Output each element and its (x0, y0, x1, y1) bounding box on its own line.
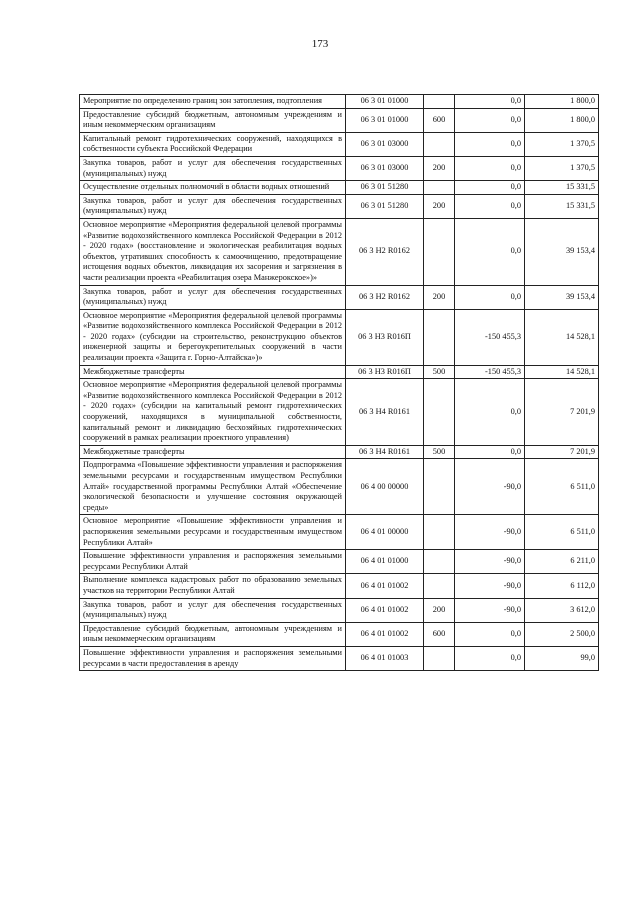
row-total-cell: 6 511,0 (525, 459, 599, 515)
row-total-cell: 14 528,1 (525, 365, 599, 379)
row-change-cell: 0,0 (455, 445, 525, 459)
row-name-cell: Повышение эффективности управления и распоряжения земельными ресурсами Республики Алтай (80, 550, 346, 574)
row-type-cell (424, 646, 455, 670)
row-type-cell (424, 379, 455, 446)
row-total-cell: 39 153,4 (525, 285, 599, 309)
budget-table-body (80, 95, 599, 671)
table-row (80, 574, 599, 598)
row-code-cell: 06 3 01 01000 (346, 108, 424, 132)
row-name-cell: Основное мероприятие «Мероприятия федеральной целевой программы «Развитие водохозяйственного комплекса Российской Федерации в 2012 - 2020 годах» (субсидии на строительство, реконструкцию объектов инженерной защиты и берегоукрепительных сооружений в части реализации проекта «Защита г. Горно-Алтайска»)» (80, 309, 346, 365)
row-total-cell: 6 211,0 (525, 550, 599, 574)
row-change-cell: -90,0 (455, 459, 525, 515)
row-name-cell: Предоставление субсидий бюджетным, автономным учреждениям и иным некоммерческим организациям (80, 622, 346, 646)
row-change-cell: 0,0 (455, 218, 525, 285)
row-name-cell: Закупка товаров, работ и услуг для обеспечения государственных (муниципальных) нужд (80, 194, 346, 218)
row-type-cell (424, 132, 455, 156)
table-row (80, 95, 599, 109)
row-type-cell: 500 (424, 365, 455, 379)
table-row (80, 459, 599, 515)
row-name-cell: Предоставление субсидий бюджетным, автономным учреждениям и иным некоммерческим организациям (80, 108, 346, 132)
row-change-cell: -90,0 (455, 515, 525, 550)
table-row (80, 132, 599, 156)
row-change-cell: 0,0 (455, 379, 525, 446)
row-total-cell: 15 331,5 (525, 181, 599, 195)
row-name-cell: Межбюджетные трансферты (80, 445, 346, 459)
row-name-cell: Мероприятие по определению границ зон затопления, подтопления (80, 95, 346, 109)
table-row (80, 598, 599, 622)
row-name-cell: Основное мероприятие «Мероприятия федеральной целевой программы «Развитие водохозяйственного комплекса Российской Федерации в 2012 - 2020 годах» (субсидии на капитальный ремонт гидротехнических сооружений, находящихся в муниципальной собственности, капитальный ремонт и ликвидацию бесхозяйных гидротехнических сооружений в рамках реализации проектного управления) (80, 379, 346, 446)
table-row (80, 445, 599, 459)
row-total-cell: 1 370,5 (525, 132, 599, 156)
row-total-cell: 14 528,1 (525, 309, 599, 365)
row-code-cell: 06 4 00 00000 (346, 459, 424, 515)
row-change-cell: 0,0 (455, 285, 525, 309)
row-total-cell: 99,0 (525, 646, 599, 670)
row-total-cell: 39 153,4 (525, 218, 599, 285)
row-type-cell: 200 (424, 156, 455, 180)
row-name-cell: Повышение эффективности управления и распоряжения земельными ресурсами в части предоставления в аренду (80, 646, 346, 670)
row-type-cell (424, 218, 455, 285)
row-code-cell: 06 3 01 03000 (346, 156, 424, 180)
table-row (80, 646, 599, 670)
row-type-cell (424, 459, 455, 515)
row-change-cell: 0,0 (455, 132, 525, 156)
table-row (80, 194, 599, 218)
table-row (80, 181, 599, 195)
page-number: 173 (311, 38, 329, 50)
row-name-cell: Закупка товаров, работ и услуг для обеспечения государственных (муниципальных) нужд (80, 598, 346, 622)
table-row (80, 218, 599, 285)
row-code-cell: 06 3 Н2 R0162 (346, 218, 424, 285)
table-row (80, 365, 599, 379)
table-row (80, 309, 599, 365)
row-type-cell: 600 (424, 108, 455, 132)
row-code-cell: 06 3 Н3 R016П (346, 309, 424, 365)
row-code-cell: 06 4 01 01002 (346, 574, 424, 598)
table-row (80, 515, 599, 550)
row-change-cell: -150 455,3 (455, 309, 525, 365)
row-total-cell: 7 201,9 (525, 379, 599, 446)
row-change-cell: -90,0 (455, 550, 525, 574)
row-type-cell: 200 (424, 598, 455, 622)
row-total-cell: 2 500,0 (525, 622, 599, 646)
table-row (80, 622, 599, 646)
row-type-cell (424, 309, 455, 365)
row-code-cell: 06 4 01 01002 (346, 598, 424, 622)
row-type-cell (424, 95, 455, 109)
row-total-cell: 15 331,5 (525, 194, 599, 218)
row-change-cell: 0,0 (455, 181, 525, 195)
row-name-cell: Подпрограмма «Повышение эффективности управления и распоряжения земельными ресурсами и государственным имуществом Республики Алтай» государственной программы Республики Алтай «Обеспечение экологической безопасности и улучшение состояния окружающей среды» (80, 459, 346, 515)
row-code-cell: 06 4 01 01003 (346, 646, 424, 670)
row-change-cell: -90,0 (455, 574, 525, 598)
row-name-cell: Осуществление отдельных полномочий в области водных отношений (80, 181, 346, 195)
row-type-cell: 600 (424, 622, 455, 646)
row-total-cell: 1 800,0 (525, 108, 599, 132)
table-row (80, 156, 599, 180)
row-name-cell: Закупка товаров, работ и услуг для обеспечения государственных (муниципальных) нужд (80, 156, 346, 180)
row-change-cell: 0,0 (455, 622, 525, 646)
row-code-cell: 06 4 01 01000 (346, 550, 424, 574)
row-change-cell: -90,0 (455, 598, 525, 622)
table-row (80, 379, 599, 446)
row-name-cell: Выполнение комплекса кадастровых работ по образованию земельных участков на территории Республики Алтай (80, 574, 346, 598)
table-row (80, 108, 599, 132)
row-change-cell: 0,0 (455, 646, 525, 670)
row-change-cell: 0,0 (455, 95, 525, 109)
table-row (80, 550, 599, 574)
row-code-cell: 06 3 01 51280 (346, 194, 424, 218)
row-code-cell: 06 4 01 01002 (346, 622, 424, 646)
row-code-cell: 06 4 01 00000 (346, 515, 424, 550)
row-total-cell: 6 511,0 (525, 515, 599, 550)
budget-table (79, 94, 599, 671)
row-name-cell: Основное мероприятие «Повышение эффективности управления и распоряжения земельными ресурсами и государственным имуществом Республики Алтай» (80, 515, 346, 550)
row-total-cell: 3 612,0 (525, 598, 599, 622)
row-total-cell: 1 800,0 (525, 95, 599, 109)
row-type-cell: 200 (424, 285, 455, 309)
row-type-cell (424, 550, 455, 574)
row-total-cell: 1 370,5 (525, 156, 599, 180)
row-change-cell: 0,0 (455, 108, 525, 132)
row-code-cell: 06 3 01 01000 (346, 95, 424, 109)
row-code-cell: 06 3 01 03000 (346, 132, 424, 156)
row-code-cell: 06 3 01 51280 (346, 181, 424, 195)
row-type-cell (424, 515, 455, 550)
row-type-cell: 200 (424, 194, 455, 218)
row-name-cell: Межбюджетные трансферты (80, 365, 346, 379)
row-change-cell: 0,0 (455, 194, 525, 218)
row-code-cell: 06 3 Н2 R0162 (346, 285, 424, 309)
row-name-cell: Основное мероприятие «Мероприятия федеральной целевой программы «Развитие водохозяйственного комплекса Российской Федерации в 2012 - 2020 годах» (восстановление и экологическая реабилитация водных объектов, утративших способность к самоочищению, предотвращение истощения водных объектов, ликвидация их засорения и загрязнения в части реализации проекта «Реабилитация озера Манжерокское»)» (80, 218, 346, 285)
row-name-cell: Капитальный ремонт гидротехнических сооружений, находящихся в собственности субъекта Российской Федерации (80, 132, 346, 156)
row-code-cell: 06 3 Н4 R0161 (346, 379, 424, 446)
row-type-cell (424, 181, 455, 195)
row-code-cell: 06 3 Н4 R0161 (346, 445, 424, 459)
row-change-cell: -150 455,3 (455, 365, 525, 379)
table-row (80, 285, 599, 309)
row-change-cell: 0,0 (455, 156, 525, 180)
row-total-cell: 6 112,0 (525, 574, 599, 598)
row-type-cell (424, 574, 455, 598)
row-code-cell: 06 3 Н3 R016П (346, 365, 424, 379)
row-type-cell: 500 (424, 445, 455, 459)
row-name-cell: Закупка товаров, работ и услуг для обеспечения государственных (муниципальных) нужд (80, 285, 346, 309)
row-total-cell: 7 201,9 (525, 445, 599, 459)
